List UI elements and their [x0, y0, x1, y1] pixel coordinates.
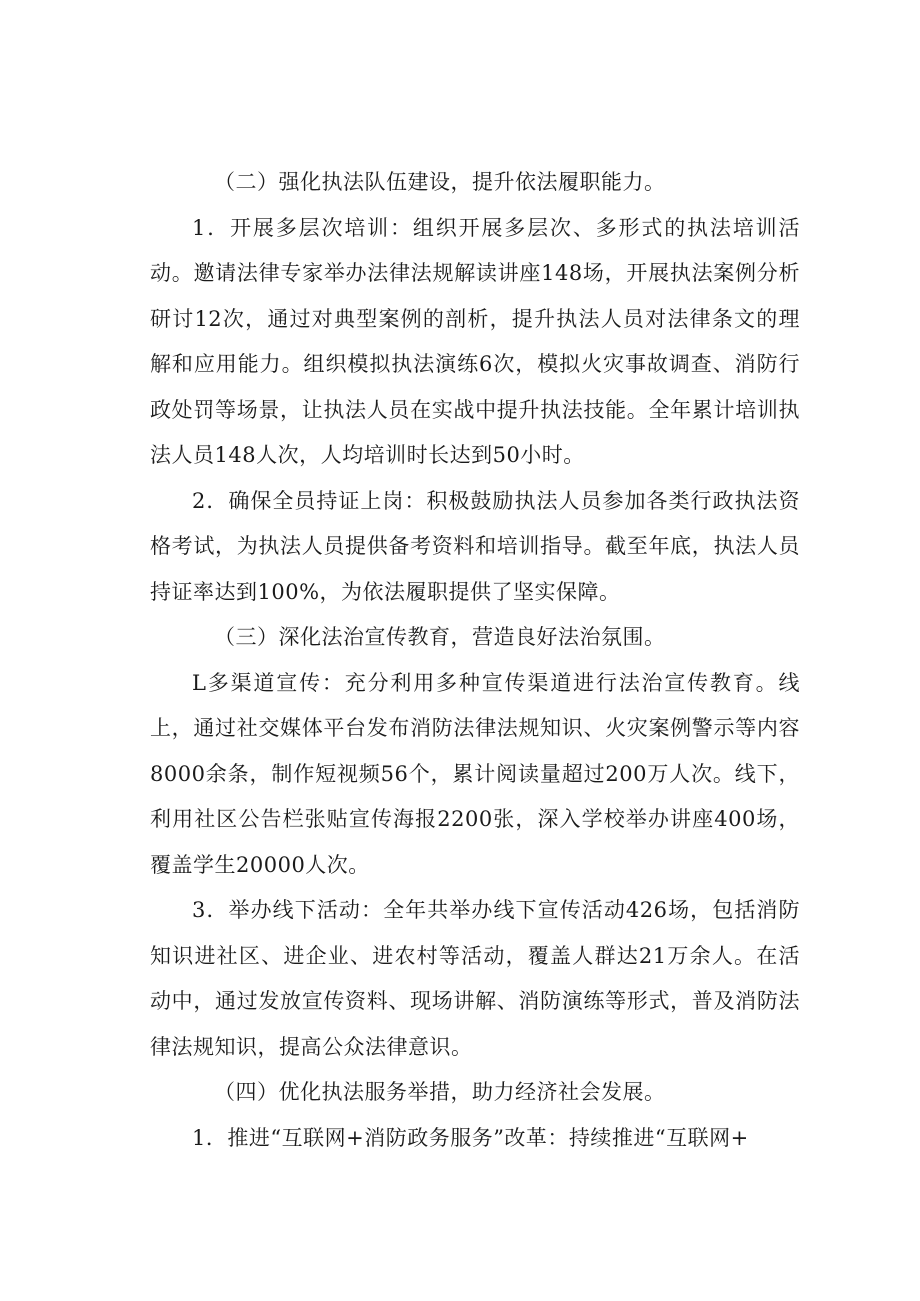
document-body	[150, 160, 800, 1161]
paragraph-certification: 2．确保全员持证上岗：积极鼓励执法人员参加各类行政执法资格考试，为执法人员提供备考资料和培训指导。截至年底，执法人员持证率达到100%，为依法履职提供了坚实保障。	[150, 488, 800, 604]
paragraph-multichannel-publicity: L多渠道宣传：充分利用多种宣传渠道进行法治宣传教育。线上，通过社交媒体平台发布消防法律法规知识、火灾案例警示等内容8000余条，制作短视频56个，累计阅读量超过200万人次。线下，利用社区公告栏张贴宣传海报2200张，深入学校举办讲座400场，覆盖学生20000人次。	[150, 670, 800, 877]
section-heading-4: （四）优化执法服务举措，助力经济社会发展。	[214, 1080, 666, 1104]
paragraph-offline-activities: 3．举办线下活动：全年共举办线下宣传活动426场，包括消防知识进社区、进企业、进农村等活动，覆盖人群达21万余人。在活动中，通过发放宣传资料、现场讲解、消防演练等形式，普及消防法律法规知识，提高公众法律意识。	[150, 898, 800, 1059]
section-heading-3: （三）深化法治宣传教育，营造良好法治氛围。	[214, 625, 666, 649]
paragraph-internet-services: 1．推进“互联网+消防政务服务”改革：持续推进“互联网+	[192, 1125, 749, 1150]
section-heading-2: （二）强化执法队伍建设，提升依法履职能力。	[214, 170, 666, 194]
paragraph-training: 1．开展多层次培训：组织开展多层次、多形式的执法培训活动。邀请法律专家举办法律法规解读讲座148场，开展执法案例分析研讨12次，通过对典型案例的剖析，提升执法人员对法律条文的理解和应用能力。组织模拟执法演练6次，模拟火灾事故调查、消防行政处罚等场景，让执法人员在实战中提升执法技能。全年累计培训执法人员148人次，人均培训时长达到50小时。	[150, 215, 800, 467]
